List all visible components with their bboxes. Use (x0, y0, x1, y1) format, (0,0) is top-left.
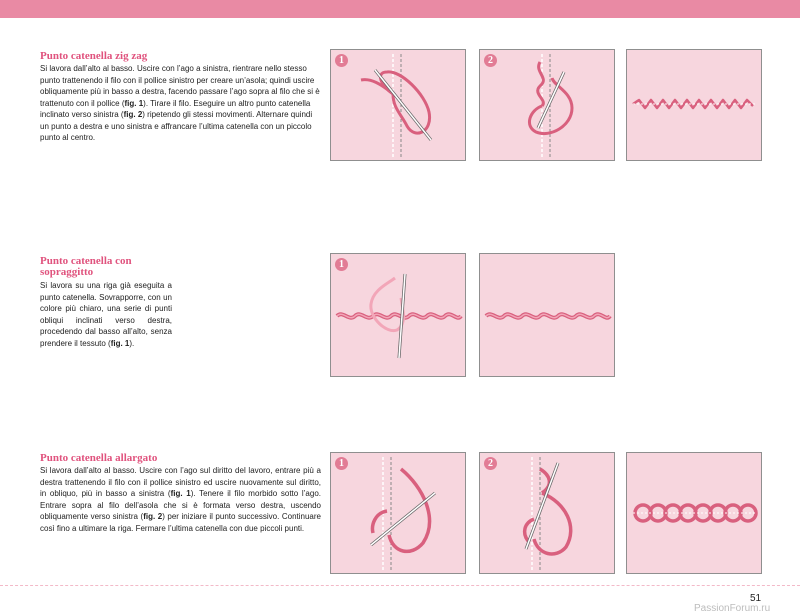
body-text: Si lavora su una riga già eseguita a punto catenella. Sovrapporre, con un colore più chiaro, una serie di punti obliqui inclinati verso destra, procedendo dal basso all’alto, senza prendere il tessuto ( (40, 281, 172, 348)
figure-number-badge: 1 (335, 457, 348, 470)
figure-zigzag-finished (626, 49, 762, 161)
body-text: ). (129, 338, 135, 348)
figure-zigzag-step-1 (330, 49, 466, 161)
figure-reference: fig. 2 (123, 110, 143, 119)
figure-overcast-finished (479, 253, 615, 377)
figure-reference: fig. 1 (170, 489, 191, 498)
figure-overcast-step-1 (330, 253, 466, 377)
figure-wide-step-2 (479, 452, 615, 574)
figure-reference: fig. 1 (124, 98, 144, 108)
section-title: Punto catenella allargato (40, 452, 158, 464)
figure-reference: fig. 2 (143, 512, 163, 521)
bottom-dashed-divider (0, 585, 800, 586)
figure-zigzag-step-2 (479, 49, 615, 161)
figure-number-badge: 2 (484, 457, 497, 470)
wide-step-2-illustration (480, 453, 616, 575)
body-text: ). Tirare il filo. Eseguire un altro punto catenella inclinato verso sinistra ( (40, 98, 311, 119)
body-text: ). Tenere il filo morbido sotto l’ago. Entrare sopra al filo dell’asola che si è formata verso destra, uscendo obliquamente verso sinistra ( (40, 489, 321, 521)
page-number: 51 (750, 593, 762, 604)
section-title: Punto catenella zig zag (40, 50, 148, 62)
zigzag-finished-illustration (627, 50, 763, 162)
figure-number-badge: 1 (335, 54, 348, 67)
figure-number-badge: 1 (335, 258, 348, 271)
body-text: ) ripetendo gli stessi movimenti. Alternare quindi un punto a destra e uno sinistra e affrancare l’ultima catenella con un piccolo punto al centro. (40, 110, 313, 142)
figure-wide-step-1 (330, 452, 466, 574)
top-decorative-bar (0, 0, 800, 18)
wide-step-1-illustration (331, 453, 467, 575)
wide-finished-illustration (627, 453, 763, 575)
figure-wide-finished (626, 452, 762, 574)
watermark: PassionForum.ru (694, 603, 771, 614)
section-body (40, 280, 172, 349)
zigzag-step-2-illustration (480, 50, 616, 162)
figure-reference: fig. 1 (110, 338, 130, 348)
section-body (40, 465, 321, 534)
figure-number-badge: 2 (484, 54, 497, 67)
zigzag-step-1-illustration (331, 50, 467, 162)
overcast-finished-illustration (480, 254, 616, 378)
body-text: Si lavora dall’alto al basso. Uscire con l’ago sul diritto del lavoro, entrare più a destra trattenendo il filo con il pollice sinistro ed uscire nuovamente sul diritto, in obliquo, più in basso a sinistra ( (40, 466, 321, 498)
section-title: Punto catenella con sopraggitto (40, 255, 132, 278)
overcast-step-1-illustration (331, 254, 467, 378)
body-text: Si lavora dall’alto al basso. Uscire con l’ago a sinistra, rientrare nello stesso punto trattenendo il filo con il pollice sinistro per creare un’asola; quindi uscire obliquamente più in basso a destra, facendo passare l’ago sopra al filo che si è trattenuto con il pollice ( (40, 64, 320, 108)
section-body (40, 63, 321, 144)
body-text: ) per iniziare il punto successivo. Continuare così fino a ultimare la riga. Fermare l’ultima catenella con due piccoli punti. (40, 512, 321, 533)
